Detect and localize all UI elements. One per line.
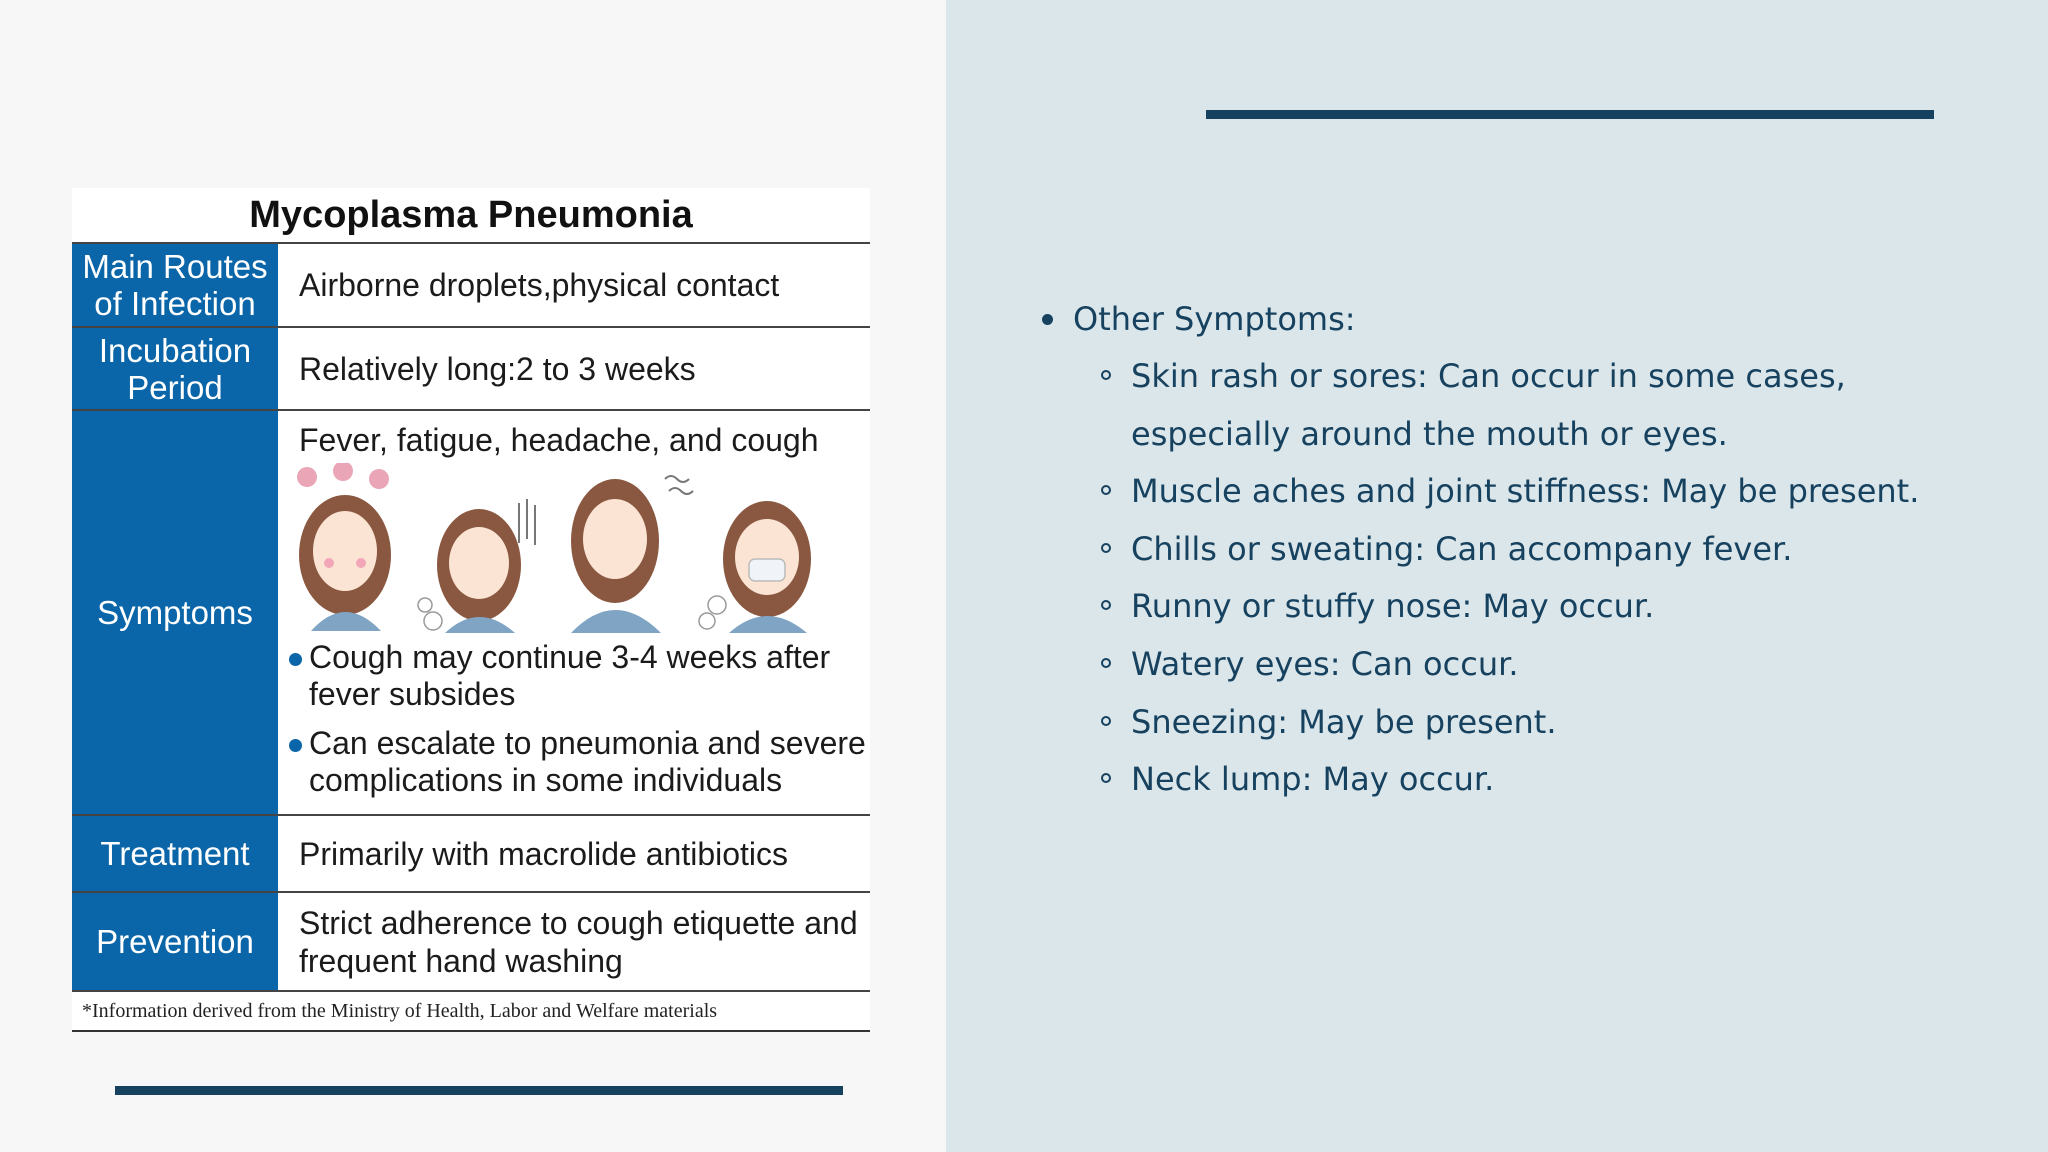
symptom-text: Neck lump: May occur. [1131,760,1495,799]
symptoms-cell [281,411,870,814]
list-item [289,639,870,713]
list-item [1073,578,1931,636]
other-symptoms-list [1040,290,1931,809]
bullet-circle-icon [1101,658,1111,668]
bullet-disc-icon [1042,314,1053,325]
symptom-text: Sneezing: May be present. [1131,702,1557,741]
list-item [289,725,870,799]
mycoplasma-infographic [72,188,870,1032]
row-value: Primarily with macrolide antibiotics [299,835,789,872]
person-with-headache-icon [571,476,693,633]
symptom-text: Skin rash or sores: Can occur in some cases, especially around the mouth or eyes. [1131,357,1846,453]
infographic-row-treatment [72,816,870,893]
bottom-accent-rule [115,1086,843,1095]
bullet-text: Cough may continue 3-4 weeks after fever subsides [309,639,831,712]
list-item [1073,348,1931,463]
bullet-dot-icon [289,653,302,666]
person-with-fever-icon [297,463,391,631]
symptoms-bullet-list [281,639,870,799]
infographic-title: Mycoplasma Pneumonia [72,188,870,244]
infographic-row-incubation [72,328,870,411]
symptom-text: Runny or stuffy nose: May occur. [1131,587,1655,626]
list-item [1073,463,1931,521]
bullet-circle-icon [1101,485,1111,495]
infographic-footnote: *Information derived from the Ministry of Health, Labor and Welfare materials [72,992,870,1032]
row-value: Fever, fatigue, headache, and cough [299,422,819,458]
bullet-circle-icon [1101,716,1111,726]
row-value: Airborne droplets,physical contact [299,267,780,303]
list-item [1073,636,1931,694]
row-header: Incubation Period [72,328,281,409]
infographic-row-routes [72,244,870,328]
list-item [1073,751,1931,809]
person-coughing-icon [418,499,535,633]
symptom-text: Muscle aches and joint stiffness: May be present. [1131,472,1920,511]
symptom-text: Watery eyes: Can occur. [1131,644,1519,683]
sick-people-illustration [293,463,853,633]
row-header: Treatment [72,816,281,891]
infographic-row-symptoms [72,411,870,816]
row-value: Relatively long:2 to 3 weeks [299,350,696,387]
bullet-dot-icon [289,739,302,752]
bullet-text: Can escalate to pneumonia and severe complications in some individuals [309,725,866,798]
row-header: Symptoms [72,411,281,814]
list-item [1073,694,1931,752]
infographic-row-prevention [72,893,870,992]
list-item [1073,521,1931,579]
symptom-sub-list [1073,348,1931,809]
bullet-circle-icon [1101,600,1111,610]
bullet-circle-icon [1101,370,1111,380]
bullet-circle-icon [1101,543,1111,553]
top-accent-rule [1206,110,1934,119]
symptom-text: Chills or sweating: Can accompany fever. [1131,529,1793,568]
row-value: Strict adherence to cough etiquette and frequent hand washing [299,904,858,979]
person-with-mask-icon [699,501,811,633]
row-header: Main Routes of Infection [72,244,281,326]
bullet-circle-icon [1101,773,1111,783]
row-header: Prevention [72,893,281,990]
list-item [1040,290,1931,809]
list-heading: Other Symptoms: [1073,300,1356,338]
